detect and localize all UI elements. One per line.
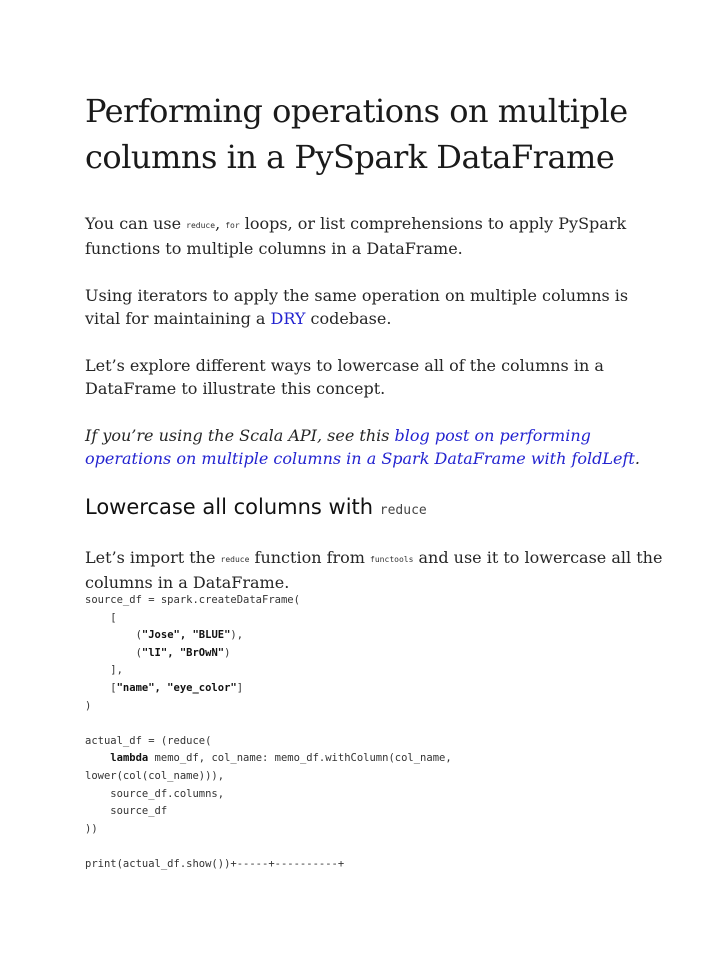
section-heading [85, 494, 665, 524]
article-content [85, 88, 665, 874]
code-line: ( [85, 646, 142, 659]
code-line: [ [85, 611, 117, 624]
code-line: ] [236, 681, 244, 694]
code-block [85, 592, 665, 874]
code-string: "lI", "BrOwN" [141, 646, 225, 659]
heading-text: Lowercase all columns with [85, 495, 380, 519]
scala-blog-link[interactable]: blog post on performing operations on multiple columns in a Spark DataFrame with foldLeft [85, 426, 635, 468]
code-line: memo_df, col_name: memo_df.withColumn(col_name, [148, 752, 452, 765]
code-line: ], [85, 664, 123, 677]
code-line: print(actual_df.show())+-----+----------+ [85, 857, 345, 870]
inline-code-reduce: reduce [220, 555, 250, 564]
code-line: source_df.columns, [85, 787, 225, 800]
text: If you’re using the Scala API, see this [85, 426, 395, 445]
code-line: [ [85, 681, 117, 694]
intro-paragraph [85, 212, 665, 260]
text: Let’s import the [85, 548, 221, 567]
explore-paragraph: Let’s explore different ways to lowercase all of the columns in a DataFrame to illustrate this concept. [85, 356, 604, 398]
code-keyword: lambda [110, 752, 149, 765]
text: function from [249, 548, 371, 567]
scala-note-paragraph [85, 424, 665, 470]
title-line-2: columns in a PySpark DataFrame [85, 138, 615, 176]
text: You can use [85, 214, 187, 233]
inline-code-for: for [225, 221, 240, 230]
title-line-1: Performing operations on multiple [85, 92, 628, 130]
page-title [85, 88, 665, 180]
code-line: source_df = spark.createDataFrame( [85, 594, 300, 606]
code-line: lower(col(col_name))), [85, 769, 225, 782]
text: loops, or list comprehensions to apply PySpark functions to multiple columns in a DataFrame. [85, 214, 627, 258]
dry-paragraph [85, 284, 665, 330]
text: Using iterators to apply the same operation on multiple columns is vital for maintaining a [85, 286, 629, 328]
inline-code-functools: functools [370, 555, 414, 564]
dry-link[interactable]: DRY [270, 309, 306, 328]
import-paragraph [85, 546, 665, 594]
code-line: ( [85, 629, 142, 642]
code-line: ), [230, 629, 244, 642]
code-line: ) [85, 699, 92, 712]
code-line: ) [224, 646, 231, 659]
text: codebase. [305, 309, 392, 328]
code-line: actual_df = (reduce( [85, 734, 212, 747]
code-string: "name", "eye_color" [116, 681, 237, 694]
text: . [634, 449, 640, 468]
heading-code-reduce: reduce [379, 503, 427, 518]
code-string: "Jose", "BLUE" [141, 629, 231, 642]
code-line: )) [85, 822, 98, 835]
inline-code-reduce: reduce [186, 221, 216, 230]
text: , [215, 214, 226, 233]
text: and use it to lowercase all the columns in a DataFrame. [85, 548, 663, 592]
code-line: source_df [85, 805, 168, 818]
